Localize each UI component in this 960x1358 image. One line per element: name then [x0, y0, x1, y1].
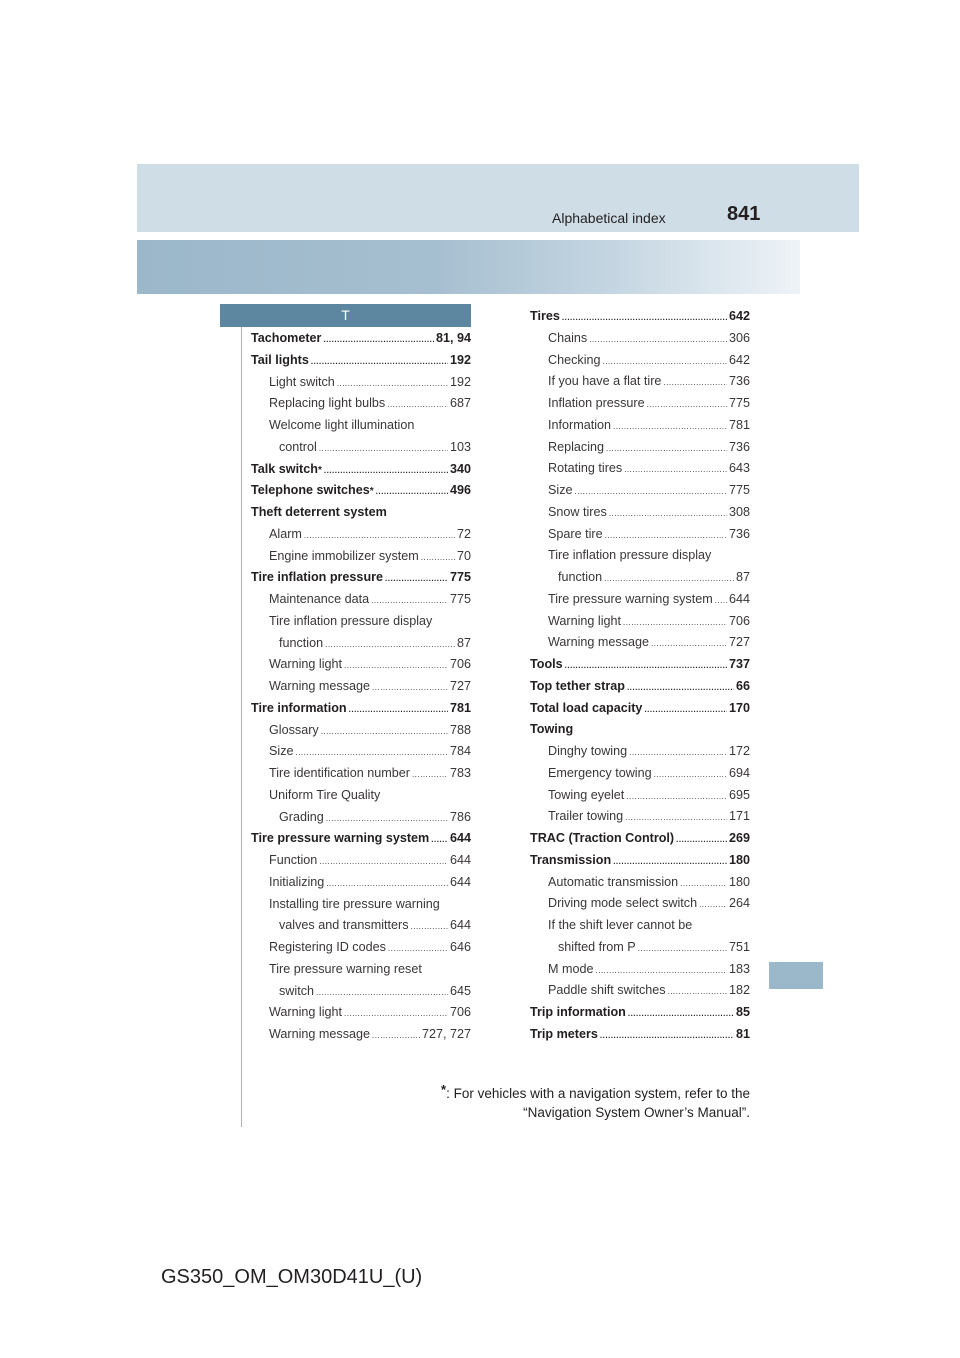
- dot-leader: [349, 699, 448, 721]
- dot-leader: [376, 481, 448, 503]
- index-entry: [251, 1024, 471, 1046]
- index-entry: [530, 350, 750, 372]
- index-entry: [251, 546, 471, 568]
- page-reference: 706: [449, 1005, 471, 1020]
- dot-leader: [613, 851, 727, 873]
- index-entry: [251, 850, 471, 872]
- index-entry: [530, 893, 750, 915]
- dot-leader: [337, 373, 448, 395]
- page-reference: 103: [449, 439, 471, 454]
- index-term: Tire inflation pressure display: [548, 548, 712, 563]
- dot-leader: [304, 525, 455, 547]
- dot-leader: [323, 329, 434, 351]
- index-entry: [530, 806, 750, 828]
- index-term: Size: [269, 744, 294, 759]
- dot-leader: [296, 742, 448, 764]
- index-term: Initializing: [269, 874, 325, 889]
- dot-leader: [663, 372, 727, 394]
- index-entry: [251, 894, 471, 916]
- dot-leader: [628, 1003, 734, 1025]
- index-entry: [530, 371, 750, 393]
- index-entry: [251, 350, 471, 372]
- index-term: Trailer towing: [548, 809, 624, 824]
- index-entry: [251, 589, 471, 611]
- index-term: Alarm: [269, 526, 302, 541]
- index-entry: [530, 611, 750, 633]
- dot-leader: [654, 764, 727, 786]
- index-term: function: [279, 635, 324, 650]
- index-entry: [251, 415, 471, 437]
- dot-leader: [613, 416, 727, 438]
- page-reference: 687: [449, 396, 471, 411]
- index-term: Telephone switches: [251, 483, 370, 498]
- page-reference: 340: [449, 461, 471, 476]
- index-term: Total load capacity: [530, 700, 643, 715]
- index-entry: [530, 545, 750, 567]
- index-term: Information: [548, 417, 611, 432]
- index-term: Inflation pressure: [548, 396, 645, 410]
- index-term: Dinghy towing: [548, 744, 628, 758]
- footnote-line-2: “Navigation System Owner’s Manual”.: [523, 1105, 750, 1120]
- index-column-right: [530, 306, 750, 1046]
- dot-leader: [371, 590, 448, 612]
- index-term: Registering ID codes: [269, 940, 386, 954]
- dot-leader: [372, 1025, 420, 1047]
- index-entry: [251, 937, 471, 959]
- index-term: Talk switch: [251, 461, 318, 476]
- page-number: 841: [727, 203, 761, 225]
- index-entry: [251, 807, 471, 829]
- footnote: [300, 1080, 750, 1122]
- page-reference: 644: [728, 591, 750, 606]
- dot-leader: [680, 873, 727, 895]
- index-entry: [530, 1002, 750, 1024]
- index-term: Maintenance data: [269, 592, 370, 606]
- index-entry: [251, 611, 471, 633]
- chapter-band: [137, 240, 800, 294]
- index-entry: [530, 632, 750, 654]
- dot-leader: [603, 351, 727, 373]
- dot-leader: [609, 503, 727, 525]
- page-reference: 85: [735, 1005, 750, 1019]
- dot-leader: [326, 808, 448, 830]
- page-reference: 87: [456, 635, 471, 650]
- page-reference: 751: [728, 939, 750, 954]
- dot-leader: [676, 829, 727, 851]
- index-term: M mode: [548, 961, 594, 976]
- index-entry: [530, 589, 750, 611]
- dot-leader: [316, 982, 448, 1004]
- index-entry: [530, 850, 750, 872]
- page-reference: 264: [728, 896, 750, 911]
- index-entry: [530, 480, 750, 502]
- page-reference: 775: [728, 396, 750, 410]
- index-entry: [530, 458, 750, 480]
- footnote-marker: *: [317, 464, 322, 476]
- index-entry: [530, 415, 750, 437]
- index-entry: [251, 720, 471, 742]
- dot-leader: [626, 786, 727, 808]
- index-entry: [251, 1002, 471, 1024]
- dot-leader: [325, 634, 455, 656]
- index-entry: [251, 981, 471, 1003]
- page-reference: 706: [728, 613, 750, 628]
- index-entry: [530, 676, 750, 698]
- page-reference: 736: [728, 374, 750, 389]
- index-entry: [251, 872, 471, 894]
- index-term: Function: [269, 853, 318, 867]
- index-term: Rotating tires: [548, 461, 623, 476]
- footnote-line-1: [300, 1080, 750, 1103]
- index-term: Driving mode select switch: [548, 896, 698, 911]
- dot-leader: [699, 894, 727, 916]
- index-term: Warning message: [269, 679, 371, 693]
- index-term: Towing: [530, 722, 574, 737]
- dot-leader: [319, 438, 448, 460]
- index-entry: [251, 698, 471, 720]
- dot-leader: [344, 1003, 448, 1025]
- dot-leader: [647, 394, 727, 416]
- index-term: If you have a flat tire: [548, 374, 662, 389]
- index-term: Trip meters: [530, 1026, 598, 1041]
- page-reference: 775: [449, 570, 471, 585]
- index-term: Installing tire pressure warning: [269, 896, 440, 911]
- page-reference: 269: [728, 831, 750, 845]
- index-entry: [530, 872, 750, 894]
- dot-leader: [326, 873, 448, 895]
- chapter-side-tab: [769, 962, 823, 989]
- index-entry: [530, 719, 750, 741]
- section-title: Alphabetical index: [552, 210, 666, 226]
- dot-leader: [388, 938, 448, 960]
- index-term: Light switch: [269, 374, 335, 389]
- page-reference: 642: [728, 309, 750, 323]
- index-entry: [530, 654, 750, 676]
- page-reference: 727, 727: [421, 1027, 471, 1041]
- page-reference: 192: [449, 352, 471, 367]
- index-term: valves and transmitters: [279, 918, 409, 933]
- index-term: Tachometer: [251, 331, 322, 345]
- dot-leader: [311, 351, 448, 373]
- index-entry: [251, 959, 471, 981]
- index-entry: [530, 785, 750, 807]
- index-entry: [251, 437, 471, 459]
- dot-leader: [412, 764, 448, 786]
- index-entry: [251, 828, 471, 850]
- index-term: Trip information: [530, 1005, 626, 1019]
- dot-leader: [623, 612, 727, 634]
- index-entry: [251, 915, 471, 937]
- page-reference: 643: [728, 461, 750, 476]
- dot-leader: [629, 742, 727, 764]
- dot-leader: [638, 938, 727, 960]
- index-term: Glossary: [269, 722, 319, 737]
- page-reference: 183: [728, 961, 750, 976]
- index-entry: [530, 698, 750, 720]
- page-reference: 706: [449, 657, 471, 672]
- footnote-star: *: [441, 1082, 447, 1097]
- page-reference: 70: [456, 548, 471, 563]
- dot-leader: [600, 1025, 734, 1047]
- dot-leader: [562, 307, 727, 329]
- index-term: Tire pressure warning system: [251, 831, 430, 846]
- index-entry: [251, 741, 471, 763]
- index-term: Tire information: [251, 700, 347, 715]
- index-entry: [251, 763, 471, 785]
- page-reference: 642: [728, 352, 750, 367]
- dot-leader: [575, 481, 727, 503]
- page-reference: 775: [728, 483, 750, 497]
- index-term: Theft deterrent system: [251, 505, 387, 519]
- page-reference: 736: [728, 526, 750, 541]
- index-entry: [530, 915, 750, 937]
- page-reference: 81: [735, 1026, 750, 1041]
- index-entry: [530, 437, 750, 459]
- index-term: Warning light: [269, 1005, 343, 1020]
- page-reference: 644: [449, 918, 471, 933]
- page-reference: 308: [728, 504, 750, 519]
- index-column-left: [251, 328, 471, 1046]
- index-term: Warning light: [548, 613, 622, 628]
- index-term: Tail lights: [251, 352, 309, 367]
- page-reference: 645: [449, 983, 471, 998]
- dot-leader: [344, 655, 448, 677]
- dot-leader: [372, 677, 448, 699]
- dot-leader: [589, 329, 727, 351]
- dot-leader: [385, 568, 448, 590]
- index-term: Tire inflation pressure: [251, 570, 384, 585]
- dot-leader: [625, 807, 727, 829]
- index-term: Uniform Tire Quality: [269, 787, 381, 802]
- index-entry: [251, 676, 471, 698]
- index-entry: [530, 502, 750, 524]
- page-reference: 66: [735, 678, 750, 693]
- dot-leader: [324, 460, 448, 482]
- index-entry: [251, 785, 471, 807]
- index-term: Top tether strap: [530, 678, 625, 693]
- dot-leader: [596, 960, 727, 982]
- index-entry: [530, 1024, 750, 1046]
- index-term: Engine immobilizer system: [269, 548, 419, 563]
- index-term: Tire inflation pressure display: [269, 613, 433, 628]
- index-term: Snow tires: [548, 504, 607, 519]
- page-reference: 81, 94: [435, 331, 471, 345]
- dot-leader: [715, 590, 727, 612]
- page-reference: 783: [449, 766, 471, 780]
- page-reference: 87: [735, 570, 750, 584]
- page-reference: 496: [449, 483, 471, 498]
- footnote-text-1: : For vehicles with a navigation system, refer to the: [446, 1086, 750, 1101]
- dot-leader: [627, 677, 734, 699]
- page-reference: 644: [449, 874, 471, 889]
- dot-leader: [624, 459, 727, 481]
- page-reference: 736: [728, 439, 750, 454]
- page-reference: 170: [728, 700, 750, 715]
- index-entry: [530, 763, 750, 785]
- index-entry: [530, 567, 750, 589]
- dot-leader: [565, 655, 727, 677]
- index-entry: [530, 393, 750, 415]
- page-reference: 180: [728, 874, 750, 889]
- index-entry: [251, 567, 471, 589]
- index-entry: [251, 480, 471, 502]
- index-term: Towing eyelet: [548, 787, 625, 802]
- dot-leader: [431, 829, 448, 851]
- dot-leader: [606, 438, 727, 460]
- page-reference: 644: [449, 853, 471, 867]
- index-entry: [530, 828, 750, 850]
- page-reference: 786: [449, 809, 471, 824]
- index-entry: [251, 328, 471, 350]
- index-term: Transmission: [530, 852, 612, 867]
- index-term: Tire pressure warning system: [548, 591, 713, 606]
- index-entry: [530, 937, 750, 959]
- page-reference: 171: [728, 809, 750, 824]
- page-reference: 781: [728, 417, 750, 432]
- page-reference: 695: [728, 787, 750, 802]
- index-term: Tire identification number: [269, 766, 410, 780]
- page-reference: 788: [449, 722, 471, 737]
- dot-leader: [319, 851, 448, 873]
- index-entry: [530, 959, 750, 981]
- page-reference: 172: [728, 744, 750, 758]
- page-reference: 694: [728, 765, 750, 780]
- index-term: TRAC (Traction Control): [530, 831, 675, 845]
- index-term: Welcome light illumination: [269, 418, 415, 432]
- index-entry: [251, 393, 471, 415]
- index-entry: [251, 372, 471, 394]
- page-reference: 727: [449, 679, 471, 693]
- dot-leader: [644, 699, 727, 721]
- index-term: shifted from P: [558, 939, 636, 954]
- index-term: Paddle shift switches: [548, 983, 666, 998]
- index-term: Spare tire: [548, 526, 603, 541]
- index-term: Tire pressure warning reset: [269, 961, 422, 976]
- page-reference: 182: [728, 983, 750, 998]
- document-code: GS350_OM_OM30D41U_(U): [161, 1266, 423, 1288]
- index-entry: [251, 459, 471, 481]
- index-entry: [530, 306, 750, 328]
- page-reference: 775: [449, 592, 471, 606]
- page-reference: 72: [456, 526, 471, 541]
- index-term: Size: [548, 483, 573, 497]
- index-entry: [530, 980, 750, 1002]
- dot-leader: [651, 633, 727, 655]
- page-reference: 180: [728, 852, 750, 867]
- index-term: Chains: [548, 330, 588, 345]
- index-entry: [530, 741, 750, 763]
- footnote-marker: *: [369, 486, 374, 498]
- index-term: Replacing: [548, 439, 605, 454]
- index-term: Tires: [530, 309, 560, 323]
- index-term: control: [279, 439, 317, 454]
- page-reference: 306: [728, 330, 750, 345]
- index-term: Warning message: [269, 1027, 371, 1041]
- index-term: If the shift lever cannot be: [548, 918, 693, 932]
- index-term: Emergency towing: [548, 765, 652, 780]
- page-reference: 644: [449, 831, 471, 846]
- margin-rule: [241, 310, 242, 1127]
- dot-leader: [411, 916, 448, 938]
- index-term: Automatic transmission: [548, 874, 679, 889]
- dot-leader: [321, 721, 448, 743]
- dot-leader: [421, 547, 455, 569]
- index-term: function: [558, 570, 603, 584]
- index-entry: [530, 328, 750, 350]
- index-entry: [530, 524, 750, 546]
- index-term: Grading: [279, 809, 324, 824]
- dot-leader: [605, 525, 727, 547]
- dot-leader: [387, 394, 448, 416]
- dot-leader: [604, 568, 734, 590]
- index-term: Warning message: [548, 635, 650, 650]
- page-reference: 192: [449, 374, 471, 389]
- index-term: Warning light: [269, 657, 343, 672]
- dot-leader: [668, 981, 727, 1003]
- index-entry: [251, 524, 471, 546]
- page-reference: 727: [728, 635, 750, 650]
- index-term: Tools: [530, 657, 563, 671]
- letter-section-header: T: [220, 304, 471, 327]
- page-reference: 646: [449, 940, 471, 954]
- index-term: switch: [279, 983, 314, 998]
- index-entry: [251, 502, 471, 524]
- page-reference: 781: [449, 700, 471, 715]
- index-entry: [251, 633, 471, 655]
- index-entry: [251, 654, 471, 676]
- page-reference: 737: [728, 657, 750, 671]
- index-term: Replacing light bulbs: [269, 396, 386, 411]
- page-reference: 784: [449, 744, 471, 759]
- index-term: Checking: [548, 352, 601, 367]
